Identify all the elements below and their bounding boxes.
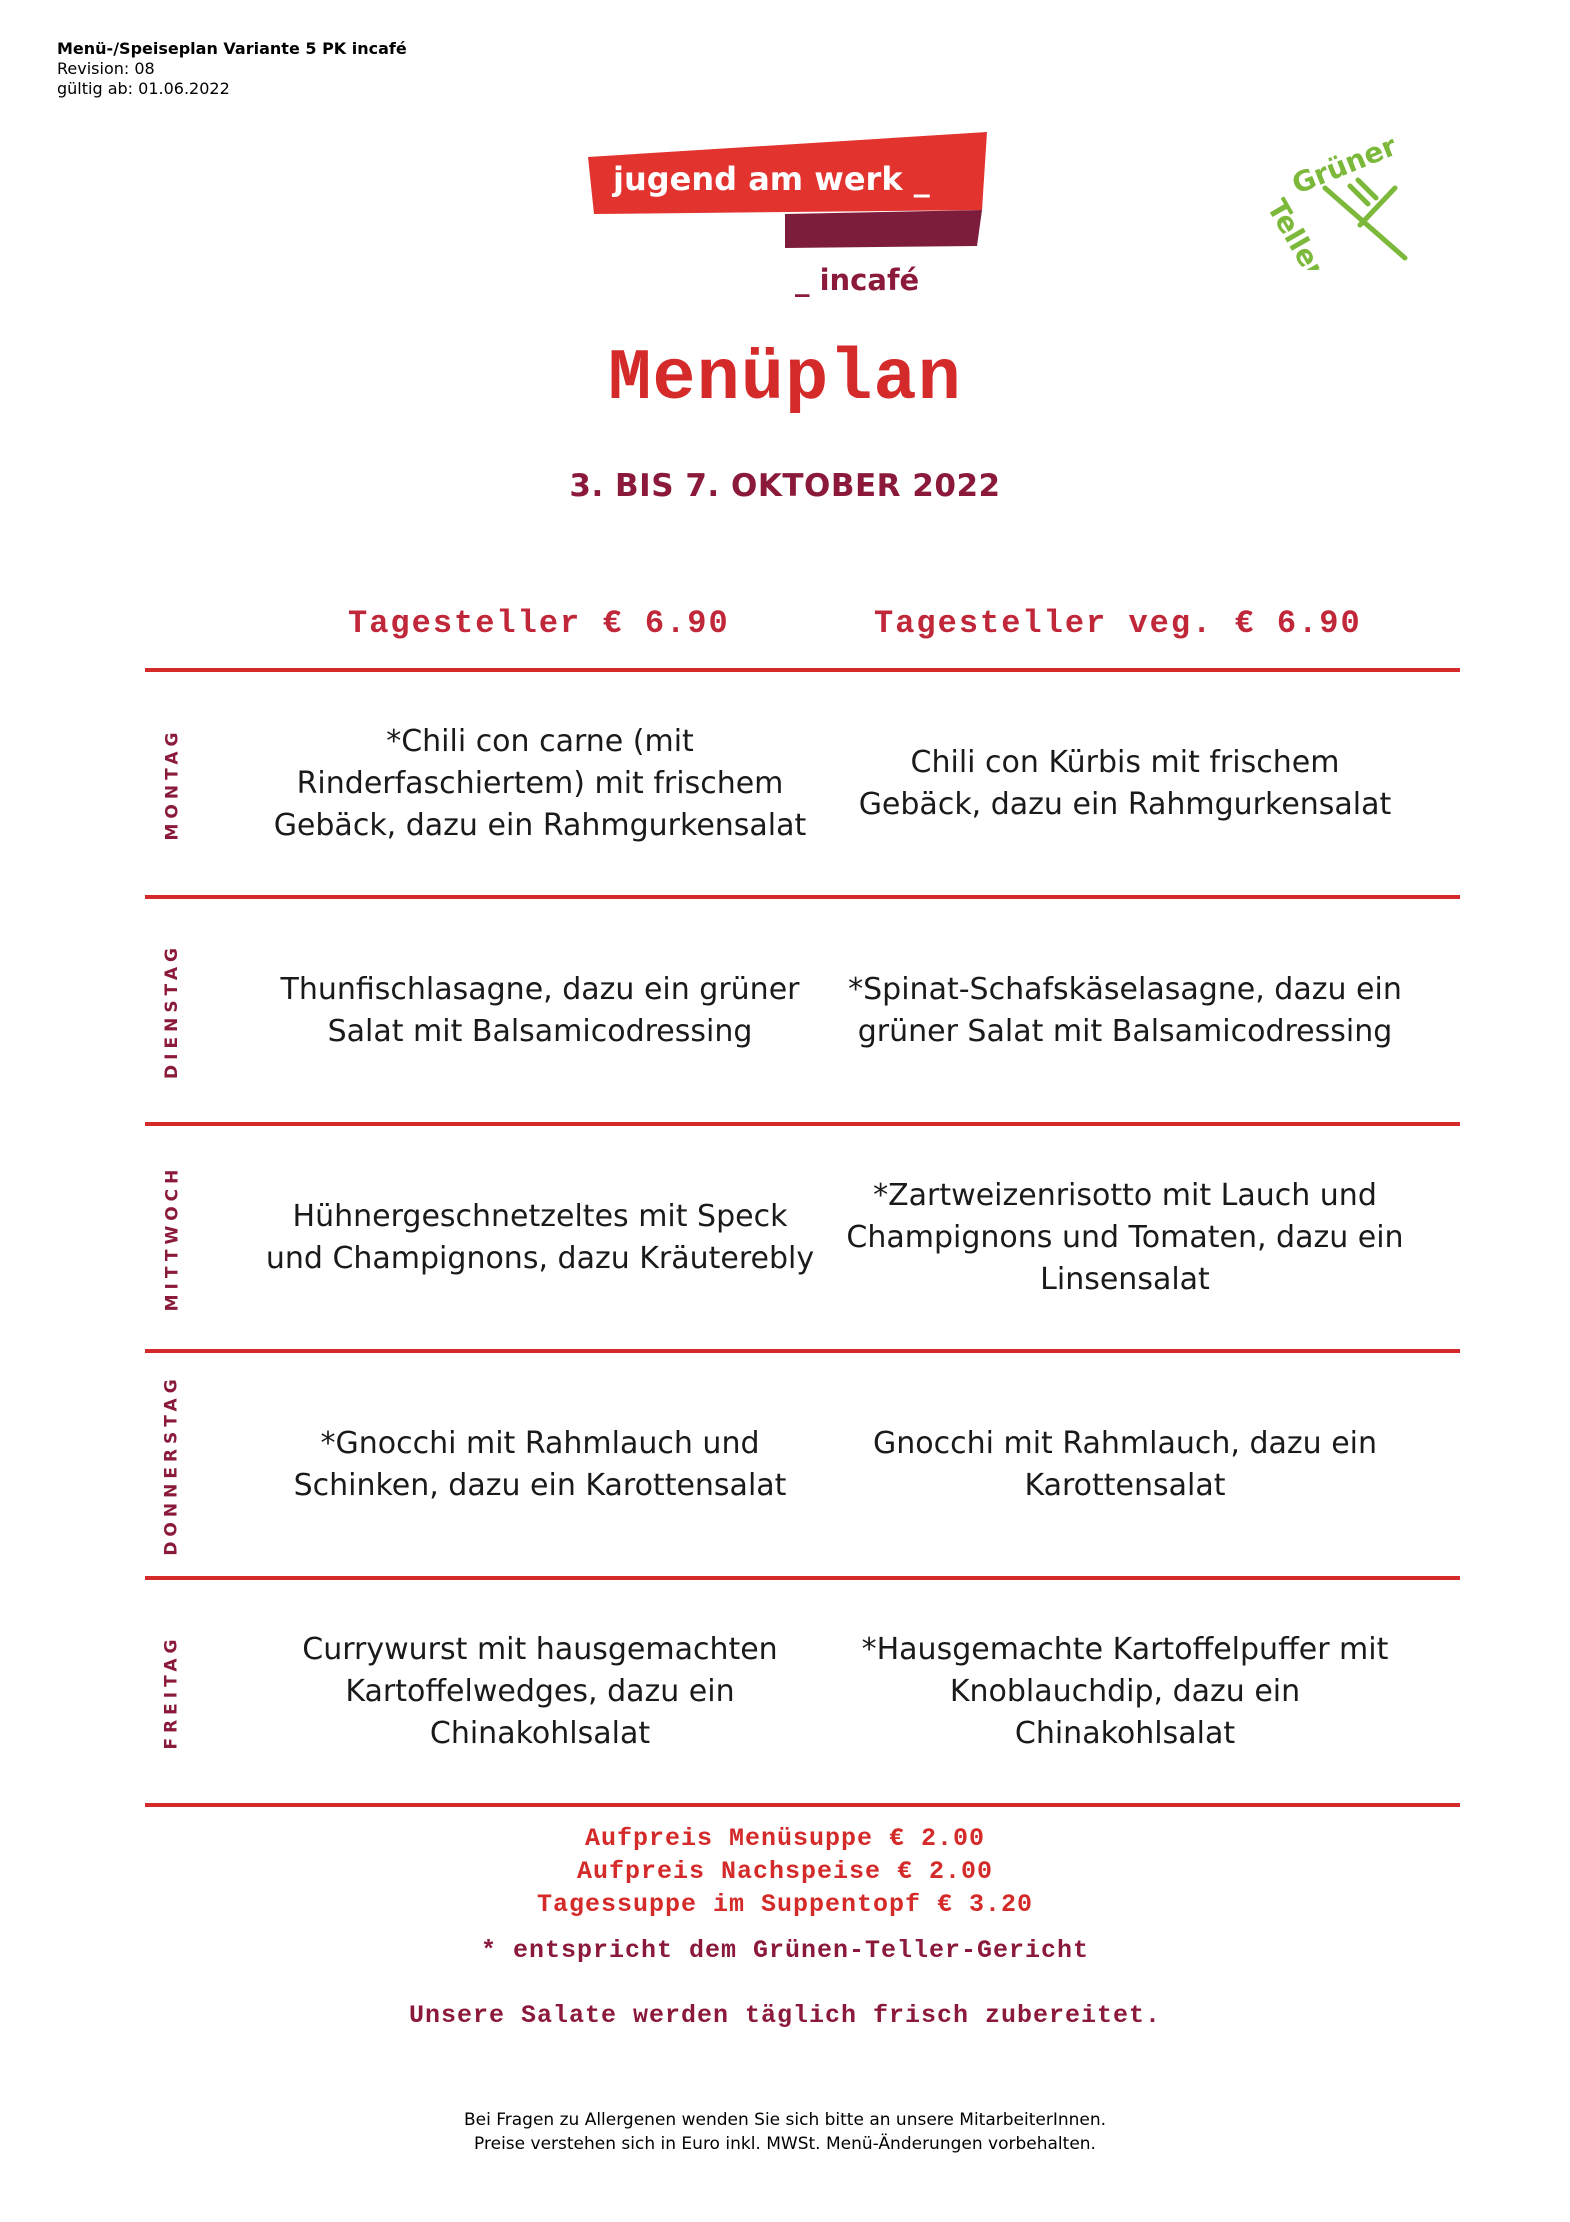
- day-label: DIENSTAG: [162, 942, 183, 1079]
- gruener-teller-logo: [1255, 130, 1425, 270]
- menu-table: [145, 668, 1460, 1807]
- column-header-vegetarian: Tagesteller veg. € 6.90: [874, 605, 1362, 642]
- extra-price-dessert: Aufpreis Nachspeise € 2.00: [576, 1857, 994, 1886]
- column-header-meat: Tagesteller € 6.90: [348, 605, 730, 642]
- extra-price-soup: Aufpreis Menüsuppe € 2.00: [584, 1824, 986, 1853]
- logo-brand-text: jugend am werk _: [613, 160, 930, 198]
- table-row: [145, 1576, 1460, 1807]
- dish-vegetarian: Gnocchi mit Rahmlauch, dazu ein Karottensalat: [873, 1425, 1377, 1503]
- day-label: MONTAG: [162, 727, 183, 840]
- page-title: Menüplan: [608, 338, 962, 420]
- dish-meat: Thunfischlasagne, dazu ein grüner Salat mit Balsamicodressing: [280, 971, 800, 1049]
- extras-list: [0, 1822, 1570, 1921]
- footer-allergen-note: Bei Fragen zu Allergenen wenden Sie sich bitte an unsere MitarbeiterInnen.: [463, 2110, 1107, 2130]
- table-row: [145, 1122, 1460, 1349]
- logo-sub-text: _ incafé: [795, 263, 920, 297]
- dish-meat: Currywurst mit hausgemachten Kartoffelwedges, dazu ein Chinakohlsalat: [302, 1631, 778, 1751]
- day-label: MITTWOCH: [162, 1164, 183, 1311]
- day-label: FREITAG: [162, 1633, 182, 1750]
- footer: [0, 2108, 1570, 2156]
- document-revision: Revision: 08: [57, 59, 155, 78]
- table-row: [145, 668, 1460, 895]
- dish-vegetarian: *Hausgemachte Kartoffelpuffer mit Knoblauchdip, dazu ein Chinakohlsalat: [861, 1631, 1389, 1751]
- fork-knife-icon: [1325, 180, 1405, 258]
- logo-green-bottom-text: Teller: [1260, 193, 1333, 270]
- dish-vegetarian: *Spinat-Schafskäselasagne, dazu ein grüner Salat mit Balsamicodressing: [848, 971, 1402, 1049]
- date-range: 3. BIS 7. OKTOBER 2022: [569, 468, 1001, 504]
- salads-note: Unsere Salate werden täglich frisch zubereitet.: [408, 2001, 1162, 2030]
- dish-meat: Hühnergeschnetzeltes mit Speck und Champignons, dazu Kräuterebly: [265, 1198, 815, 1276]
- dish-vegetarian: Chili con Kürbis mit frischem Gebäck, dazu ein Rahmgurkensalat: [858, 744, 1392, 822]
- jugend-am-werk-logo: [585, 130, 995, 300]
- extra-price-soup-pot: Tagessuppe im Suppentopf € 3.20: [536, 1890, 1034, 1919]
- logo-green-top-text: Grüner: [1287, 130, 1402, 201]
- day-label: DONNERSTAG: [162, 1373, 183, 1556]
- document-header: [57, 39, 407, 99]
- table-row: [145, 1349, 1460, 1576]
- dish-meat: *Gnocchi mit Rahmlauch und Schinken, dazu ein Karottensalat: [293, 1425, 787, 1503]
- dish-meat: *Chili con carne (mit Rinderfaschiertem) mit frischem Gebäck, dazu ein Rahmgurkensalat: [273, 723, 807, 843]
- document-valid-from: gültig ab: 01.06.2022: [57, 79, 230, 98]
- green-plate-note: * entspricht dem Grünen-Teller-Gericht: [480, 1936, 1090, 1965]
- footer-price-note: Preise verstehen sich in Euro inkl. MWSt. Menü-Änderungen vorbehalten.: [474, 2134, 1096, 2154]
- dish-vegetarian: *Zartweizenrisotto mit Lauch und Champignons und Tomaten, dazu ein Linsensalat: [846, 1177, 1404, 1297]
- logo-dark-band: [785, 210, 982, 248]
- document-title: Menü-/Speiseplan Variante 5 PK incafé: [57, 39, 407, 58]
- table-row: [145, 895, 1460, 1122]
